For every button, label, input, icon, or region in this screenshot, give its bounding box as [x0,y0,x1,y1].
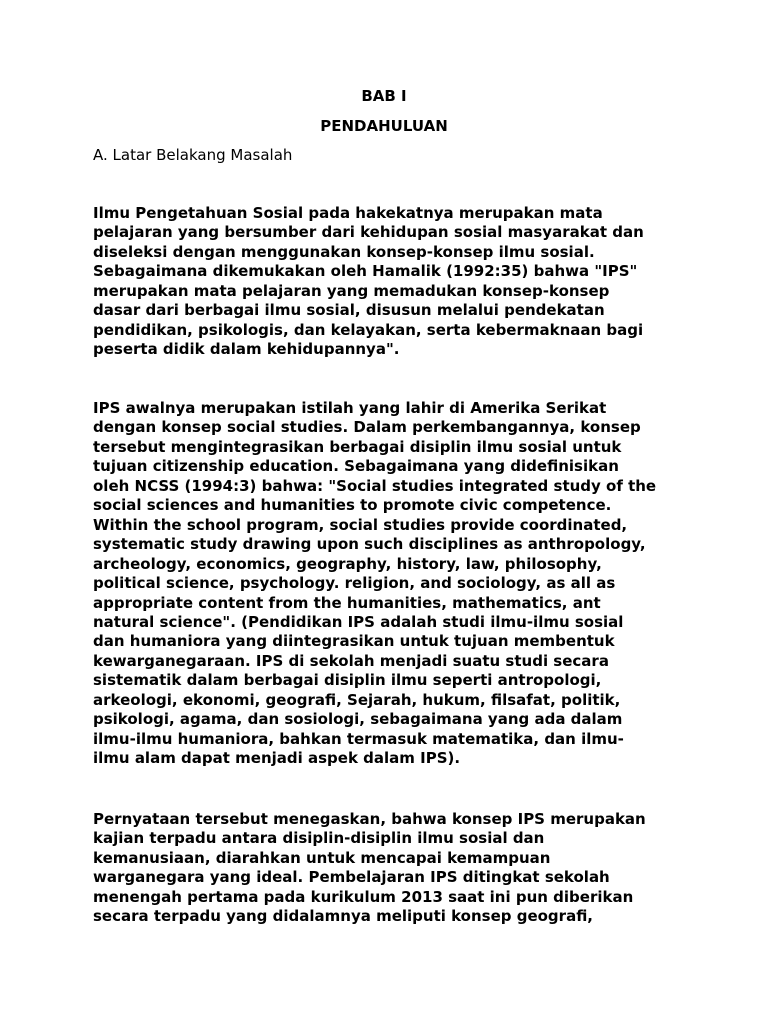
chapter-number: BAB I [361,87,407,105]
paragraph-1: Ilmu Pengetahuan Sosial pada hakekatnya merupakan mata pelajaran yang bersumber dari kehidupan sosial masyarakat dan diseleksi dengan menggunakan konsep-konsep ilmu sosial. Sebagaimana dikemukakan oleh Hamalik (1992:35) bahwa "IPS" merupakan mata pelajaran yang memadukan konsep-konsep dasar dari berbagai ilmu sosial, disusun melalui pendekatan pendidikan, psikologis, dan kelayakan, serta kebermaknaan bagi peserta didik dalam kehidupannya". [93,204,644,359]
section-heading: A. Latar Belakang Masalah [93,146,293,164]
paragraph-3: Pernyataan tersebut menegaskan, bahwa konsep IPS merupakan kajian terpadu antara disiplin-disiplin ilmu sosial dan kemanusiaan, diarahkan untuk mencapai kemampuan warganegara yang ideal. Pembelajaran IPS ditingkat sekolah menengah pertama pada kurikulum 2013 saat ini pun diberikan secara terpadu yang didalamnya meliputi konsep geografi, [93,810,646,926]
chapter-title: PENDAHULUAN [320,117,448,135]
paragraph-2: IPS awalnya merupakan istilah yang lahir di Amerika Serikat dengan konsep social studies. Dalam perkembangannya, konsep tersebut mengintegrasikan berbagai disiplin ilmu sosial untuk tujuan citizenship education. Sebagaimana yang didefinisikan oleh NCSS (1994:3) bahwa: "Social studies integrated study of the social sciences and humanities to promote civic competence. Within the school program, social studies provide coordinated, systematic study drawing upon such disciplines as anthropology, archeology, economics, geography, history, law, philosophy, political science, psychology. religion, and sociology, as all as appropriate content from the humanities, mathematics, ant natural science". (Pendidikan IPS adalah studi ilmu-ilmu sosial dan humaniora yang diintegrasikan untuk tujuan membentuk kewarganegaraan. IPS di sekolah menjadi suatu studi secara sistematik dalam berbagai disiplin ilmu seperti antropologi, arkeologi, ekonomi, geografi, Sejarah, hukum, filsafat, politik, psikologi, agama, dan sosiologi, sebagaimana yang ada dalam ilmu-ilmu humaniora, bahkan termasuk matematika, dan ilmu- ilmu alam dapat menjadi aspek dalam IPS). [93,399,657,768]
